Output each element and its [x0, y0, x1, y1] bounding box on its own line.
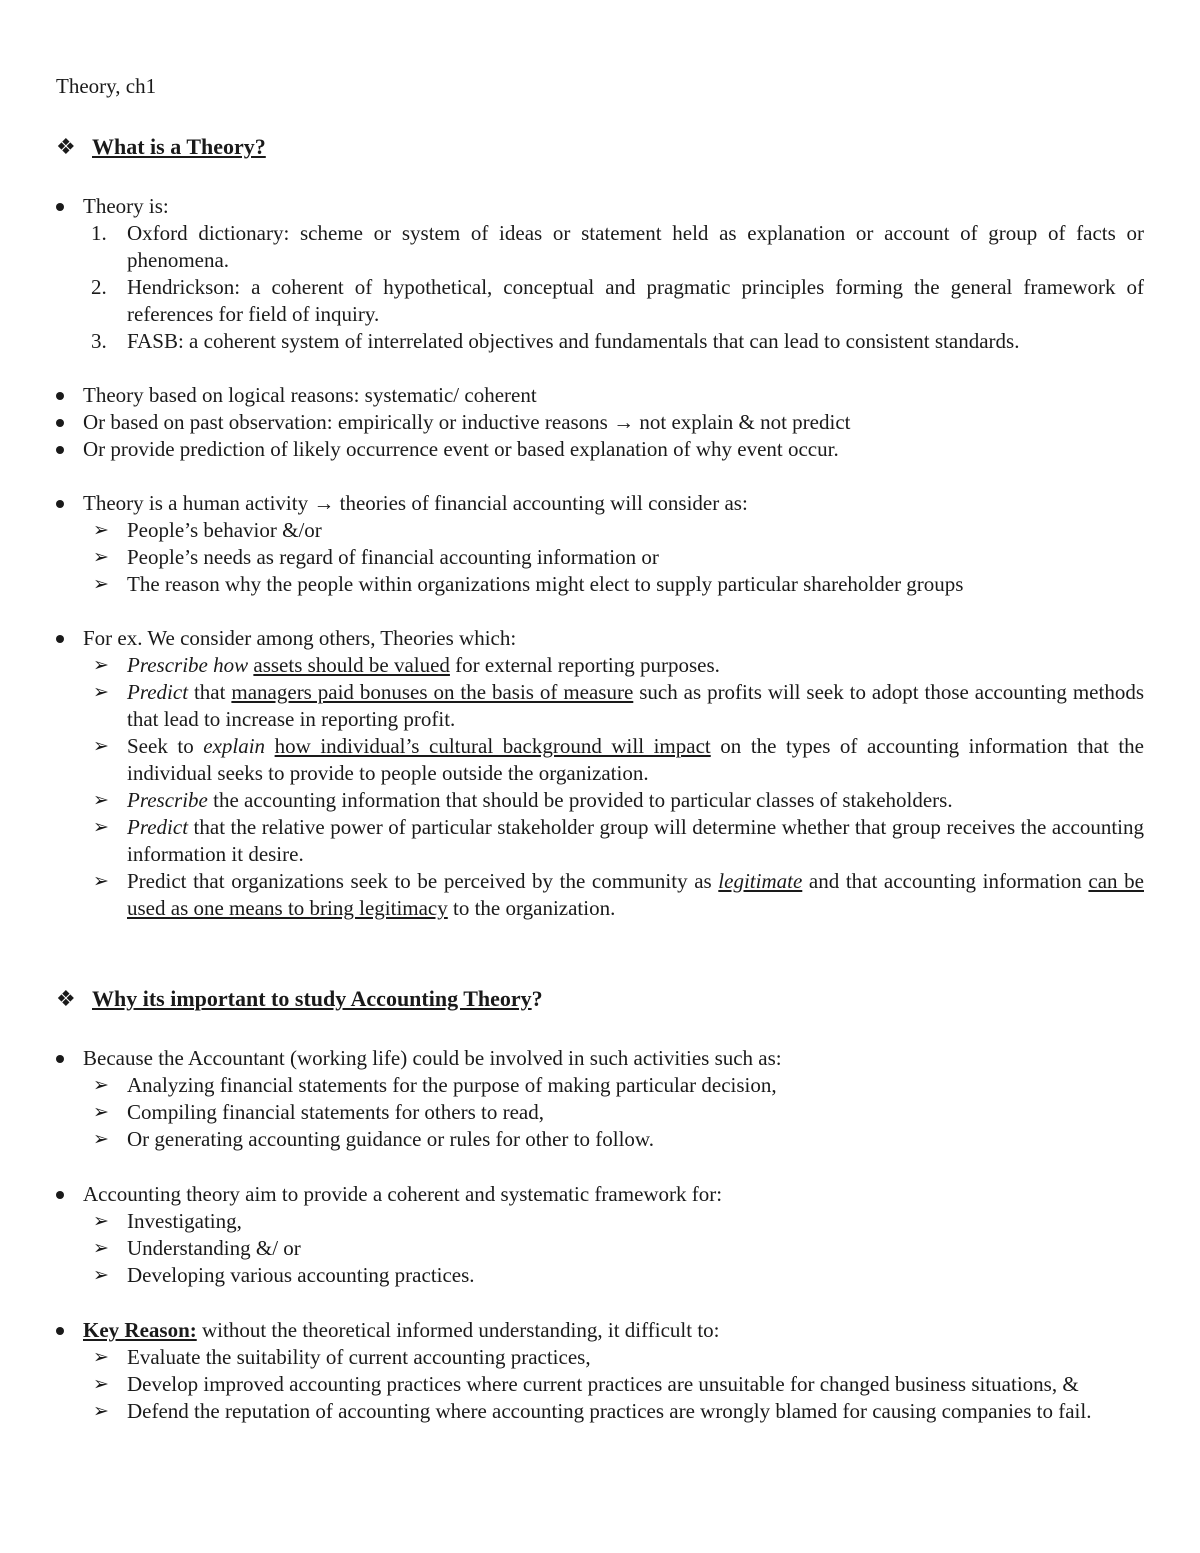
list-item: Because the Accountant (working life) could be involved in such activities such as: ➢ Analyzing financial statements for the purpose of making particular decision, ➢ Compiling financial statements for others to read, ➢ Or generating accounting guidance or rules for other to follow. [0, 1045, 1200, 1153]
list-item: Theory based on logical reasons: systematic/ coherent [0, 382, 1200, 409]
arrow-bullet-icon: ➢ [93, 1401, 109, 1422]
arrow-bullet-icon: ➢ [93, 736, 109, 757]
arrow-bullet-icon: ➢ [93, 817, 109, 838]
bullet-icon [56, 1055, 64, 1063]
section-heading-what-is-theory: ❖ What is a Theory? [56, 134, 266, 159]
theories-examples-list [0, 625, 1200, 922]
sub-item: ➢ Investigating, [93, 1209, 242, 1233]
sub-item: ➢ Compiling financial statements for others to read, [93, 1100, 544, 1124]
list-item: Or provide prediction of likely occurrence event or based explanation of why event occur. [0, 436, 1200, 463]
accountant-activities-list [0, 1045, 1200, 1153]
arrow-bullet-icon: ➢ [93, 574, 109, 595]
sub-item: ➢ Understanding &/ or [93, 1236, 301, 1260]
human-activity-list [0, 490, 1200, 598]
sub-item: ➢ Prescribe the accounting information that should be provided to particular classes of stakeholders. [93, 788, 953, 812]
sub-item: ➢ Or generating accounting guidance or rules for other to follow. [93, 1127, 654, 1151]
bullet-icon [56, 635, 64, 643]
sub-item: ➢ The reason why the people within organizations might elect to supply particular shareholder groups [93, 572, 964, 596]
sub-item: ➢ Develop improved accounting practices where current practices are unsuitable for changed business situations, & [93, 1372, 1079, 1396]
definition-item: 2. Hendrickson: a coherent of hypothetical, conceptual and pragmatic principles forming the general framework of references for field of inquiry. [91, 275, 1144, 326]
arrow-bullet-icon: ➢ [93, 520, 109, 541]
framework-list [0, 1181, 1200, 1289]
sub-item: ➢ Evaluate the suitability of current accounting practices, [93, 1345, 591, 1369]
section-heading-why-study: ❖ Why its important to study Accounting Theory? [56, 986, 543, 1011]
sub-item: ➢ People’s needs as regard of financial accounting information or [93, 545, 659, 569]
bullet-icon [56, 1327, 64, 1335]
theory-definitions-list [0, 193, 1200, 355]
list-item: For ex. We consider among others, Theories which: ➢ Prescribe how assets should be valued for external reporting purposes. ➢ Predict that managers paid bonuses on the basis of measure such as profits will seek to adopt those accounting methods that lead to increase in reporting profit. ➢ Seek to explain how individual’s cultural background will impact on the types of accounting information that the individual seeks to provide to people outside the organization. ➢ Prescribe the accounting information that should be provided to particular classes of stakeholders. ➢ Predict that the relative power of particular stakeholder group will determine whether that group receives the accounting information it desire. ➢ Predict that organizations seek to be perceived by the community as legitimate and that accounting information can be used as one means to bring legitimacy to the organization. [0, 625, 1200, 922]
sub-item: ➢ People’s behavior &/or [93, 518, 322, 542]
key-reason-label: Key Reason: [83, 1318, 197, 1342]
arrow-bullet-icon: ➢ [93, 1374, 109, 1395]
list-item: Theory is: 1. Oxford dictionary: scheme or system of ideas or statement held as explanation or account of group of facts or phenomena. 2. Hendrickson: a coherent of hypothetical, conceptual and pragmatic principles forming the general framework of references for field of inquiry. 3. FASB: a coherent system of interrelated objectives and fundamentals that can lead to consistent standards. [0, 193, 1200, 355]
bullet-icon [56, 446, 64, 454]
theory-basis-list [0, 382, 1200, 463]
arrow-bullet-icon: ➢ [93, 1265, 109, 1286]
sub-item: ➢ Predict that managers paid bonuses on the basis of measure such as profits will seek to adopt those accounting methods that lead to increase in reporting profit. [93, 680, 1144, 731]
list-item: Or based on past observation: empirically or inductive reasons → not explain & not predict [0, 409, 1200, 436]
bullet-icon [56, 419, 64, 427]
diamond-bullet-icon: ❖ [56, 986, 76, 1011]
list-item: Key Reason: without the theoretical informed understanding, it difficult to: ➢ Evaluate the suitability of current accounting practices, ➢ Develop improved accounting practices where current practices are unsuitable for changed business situations, & ➢ Defend the reputation of accounting where accounting practices are wrongly blamed for causing companies to fail. [0, 1317, 1200, 1425]
bullet-icon [56, 392, 64, 400]
arrow-bullet-icon: ➢ [93, 1129, 109, 1150]
bullet-icon [56, 1191, 64, 1199]
document-header: Theory, ch1 [56, 74, 157, 98]
arrow-bullet-icon: ➢ [93, 655, 109, 676]
key-reason-list [0, 1317, 1200, 1425]
arrow-bullet-icon: ➢ [93, 1238, 109, 1259]
sub-item: ➢ Analyzing financial statements for the purpose of making particular decision, [93, 1073, 777, 1097]
bullet-icon [56, 203, 64, 211]
arrow-bullet-icon: ➢ [93, 1075, 109, 1096]
sub-item: ➢ Defend the reputation of accounting where accounting practices are wrongly blamed for causing companies to fail. [93, 1399, 1092, 1423]
arrow-bullet-icon: ➢ [93, 682, 109, 703]
definition-item: 1. Oxford dictionary: scheme or system of ideas or statement held as explanation or account of group of facts or phenomena. [91, 221, 1144, 272]
sub-item: ➢ Predict that the relative power of particular stakeholder group will determine whether that group receives the accounting information it desire. [93, 815, 1144, 866]
bullet-icon [56, 500, 64, 508]
sub-item: ➢ Prescribe how assets should be valued for external reporting purposes. [93, 653, 720, 677]
list-item: Theory is a human activity → theories of financial accounting will consider as: ➢ People’s behavior &/or ➢ People’s needs as regard of financial accounting information or ➢ The reason why the people within organizations might elect to supply particular shareholder groups [0, 490, 1200, 598]
list-item: Accounting theory aim to provide a coherent and systematic framework for: ➢ Investigating, ➢ Understanding &/ or ➢ Developing various accounting practices. [0, 1181, 1200, 1289]
sub-item: ➢ Seek to explain how individual’s cultural background will impact on the types of accounting information that the individual seeks to provide to people outside the organization. [93, 734, 1144, 785]
sub-item: ➢ Predict that organizations seek to be perceived by the community as legitimate and that accounting information can be used as one means to bring legitimacy to the organization. [93, 869, 1144, 920]
sub-item: ➢ Developing various accounting practices. [93, 1263, 475, 1287]
diamond-bullet-icon: ❖ [56, 134, 76, 159]
arrow-bullet-icon: ➢ [93, 1347, 109, 1368]
arrow-bullet-icon: ➢ [93, 1102, 109, 1123]
arrow-bullet-icon: ➢ [93, 790, 109, 811]
arrow-bullet-icon: ➢ [93, 547, 109, 568]
definition-item: 3. FASB: a coherent system of interrelated objectives and fundamentals that can lead to consistent standards. [91, 329, 1020, 353]
arrow-bullet-icon: ➢ [93, 1211, 109, 1232]
arrow-bullet-icon: ➢ [93, 871, 109, 892]
